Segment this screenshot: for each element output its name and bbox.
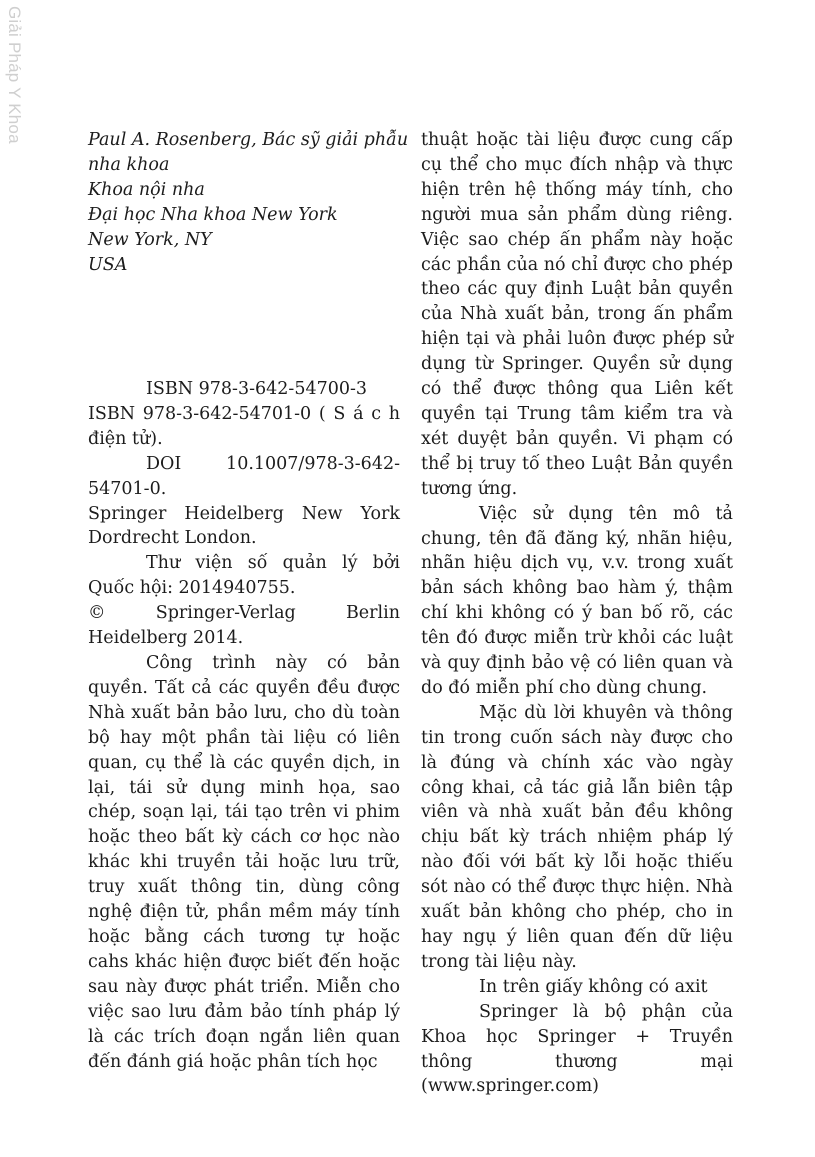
trademark-paragraph: Việc sử dụng tên mô tả chung, tên đã đăng ký, nhãn hiệu, nhãn hiệu dịch vụ, v.v. trong xuất bản sách không bao hàm ý, thậm chí khi không có ý ban bố rõ, các tên đó được miễn trừ khỏi các luật và quy định bảo vệ có liên quan và do đó miễn phí cho dùng chung. bbox=[421, 503, 733, 698]
disclaimer-paragraph: Mặc dù lời khuyên và thông tin trong cuốn sách này được cho là đúng và chính xác vào ngày công khai, cả tác giả lẫn biên tập viên và nhà xuất bản đều không chịu bất kỳ trách nhiệm pháp lý nào đối với bất kỳ lỗi hoặc thiếu sót nào có thể được thực hiện. Nhà xuất bản không cho phép, cho in hay ngụ ý liên quan đến dữ liệu trong tài liệu này. bbox=[421, 702, 733, 972]
rights-paragraph-right: thuật hoặc tài liệu được cung cấp cụ thể cho mục đích nhập và thực hiện trên hệ thống máy tính, cho người mua sản phẩm dùng riêng. Việc sao chép ấn phẩm này hoặc các phần của nó chỉ được cho phép theo các quy định Luật bản quyền của Nhà xuất bản, trong ấn phẩm hiện tại và phải luôn được phép sử dụng từ Springer. Quyền sử dụng có thể được thông qua Liên kết quyền tại Trung tâm kiểm tra và xét duyệt bản quyền. Vi phạm có thể bị truy tố theo Luật Bản quyền tương ứng. bbox=[421, 130, 733, 499]
author-block bbox=[88, 128, 409, 277]
copyright-line: © Springer-Verlag Berlin Heidelberg 2014. bbox=[88, 603, 400, 649]
acid-free-paper-note: In trên giấy không có axit bbox=[479, 976, 708, 997]
author-title: nha khoa bbox=[88, 154, 170, 175]
author-city: New York, NY bbox=[88, 229, 212, 250]
publisher-cities: Springer Heidelberg New York Dordrecht London. bbox=[88, 503, 400, 549]
left-column bbox=[88, 128, 409, 1074]
isbn-ebook: ISBN 978-3-642-54701-0 ( S á c h điện tử). bbox=[88, 403, 400, 449]
author-name: Paul A. Rosenberg, Bác sỹ giải phẫu bbox=[88, 130, 409, 150]
author-university: Đại học Nha khoa New York bbox=[88, 204, 338, 225]
author-department: Khoa nội nha bbox=[88, 179, 205, 200]
author-country: USA bbox=[88, 254, 128, 275]
watermark-text: Giải Pháp Y Khoa bbox=[5, 6, 24, 144]
isbn-print: ISBN 978-3-642-54700-3 bbox=[146, 379, 368, 400]
rights-paragraph-left: Công trình này có bản quyền. Tất cả các quyền đều được Nhà xuất bản bảo lưu, cho dù toàn bộ hay một phần tài liệu có liên quan, cụ thể là các quyền dịch, in lại, tái sử dụng minh họa, sao chép, soạn lại, tái tạo trên vi phim hoặc theo bất kỳ cách cơ học nào khác khi truyền tải hoặc lưu trữ, truy xuất thông tin, dùng công nghệ điện tử, phần mềm máy tính hoặc bằng cách tương tự hoặc cahs khác hiện được biết đến hoặc sau này được phát triển. Miễn cho việc sao lưu đảm bảo tính pháp lý là các trích đoạn ngắn liên quan đến đánh giá hoặc phân tích học bbox=[88, 653, 400, 1072]
doi: DOI 10.1007/978-3-642-54701-0. bbox=[88, 453, 400, 499]
right-column bbox=[421, 128, 733, 1099]
library-of-congress: Thư viện số quản lý bởi Quốc hội: 2014940755. bbox=[88, 553, 400, 599]
springer-note: Springer là bộ phận của Khoa học Springer + Truyền thông thương mại (www.springer.com) bbox=[421, 1001, 733, 1097]
